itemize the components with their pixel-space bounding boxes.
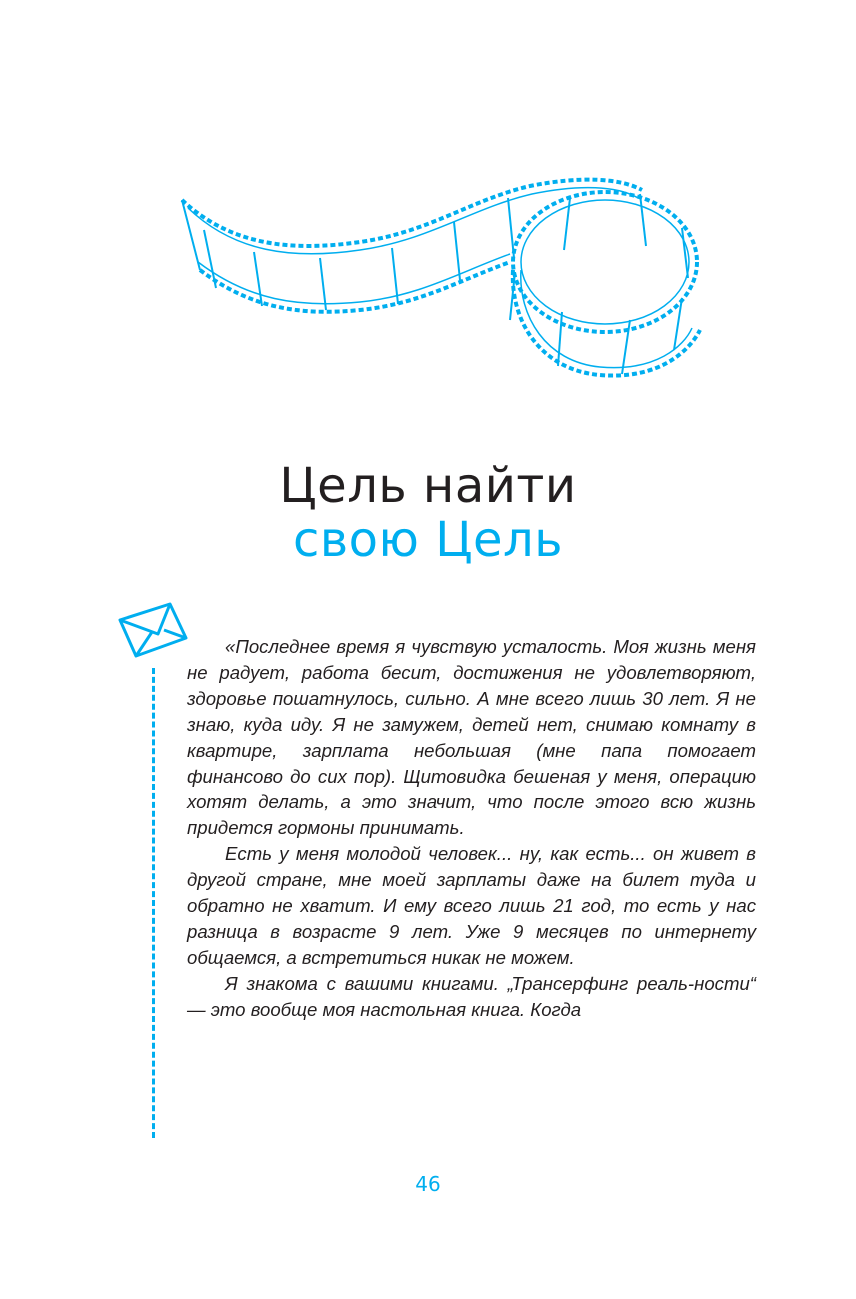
page-title-line-1: Цель найти [279, 458, 577, 514]
letter-paragraph-2: Есть у меня молодой человек... ну, как есть... он живет в другой стране, мне моей зарплаты даже на билет туда и обратно не хватит. И ему всего лишь 21 год, то есть у нас разница в возрасте 9 лет. Уже 9 месяцев по интернету общаемся, а встретиться никак не можем. [187, 843, 756, 968]
letter-paragraph-1: «Последнее время я чувствую усталость. Моя жизнь меня не радует, работа бесит, достижения не удовлетворяют, здоровье пошатнулось, сильно. А мне всего лишь 30 лет. Я не знаю, куда иду. Я не замужем, детей нет, снимаю комнату в квартире, зарплата небольшая (мне папа помогает финансово до сих пор). Щитовидка бешеная у меня, операцию хотят делать, а это значит, что после этого всю жизнь придется гормоны принимать. [187, 636, 756, 839]
page-title-line-2: свою Цель [293, 512, 563, 568]
page-number: 46 [415, 1172, 441, 1196]
envelope-icon [112, 598, 192, 664]
dotted-margin-rule [152, 668, 155, 1138]
letter-quote [187, 634, 756, 1023]
letter-paragraph-3: Я знакома с вашими книгами. „Трансерфинг реаль-ности“ — это вообще моя настольная книга. Когда [187, 972, 756, 1020]
film-strip-icon [170, 170, 730, 400]
